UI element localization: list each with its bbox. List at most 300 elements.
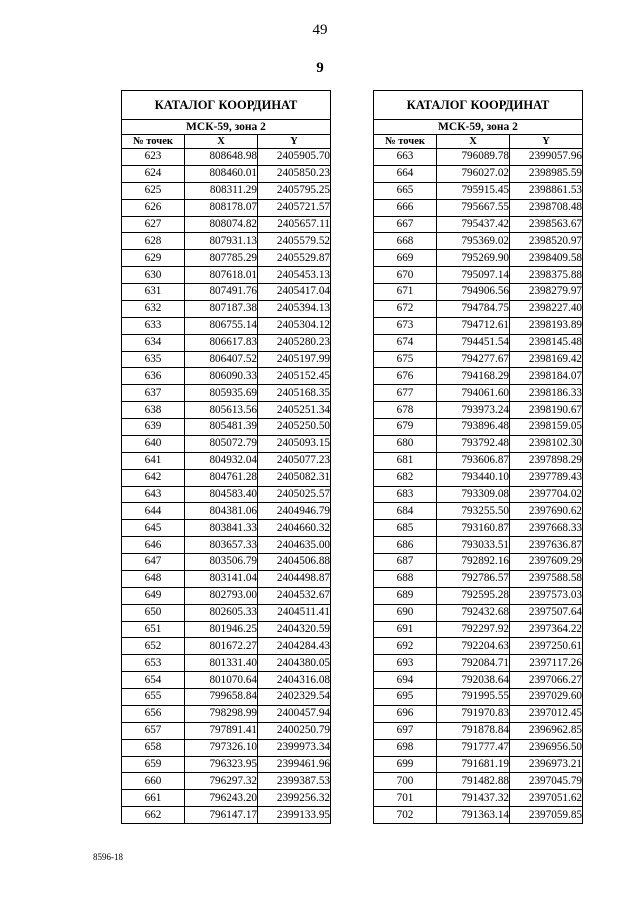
y-coordinate-cell: 2398159.05 (510, 419, 583, 436)
point-number-cell: 664 (374, 165, 437, 182)
table-row (374, 419, 583, 436)
x-coordinate-cell: 791363.14 (437, 807, 510, 824)
x-coordinate-cell: 808648.98 (185, 149, 258, 166)
x-coordinate-cell: 794451.54 (437, 334, 510, 351)
column-header-y: Y (258, 135, 331, 149)
y-coordinate-cell: 2397573.03 (510, 587, 583, 604)
x-coordinate-cell: 806755.14 (185, 317, 258, 334)
point-number-cell: 682 (374, 469, 437, 486)
point-number-cell: 700 (374, 773, 437, 790)
point-number-cell: 678 (374, 402, 437, 419)
table-row (374, 452, 583, 469)
table-row (374, 807, 583, 824)
y-coordinate-cell: 2398520.97 (510, 233, 583, 250)
point-number-cell: 680 (374, 435, 437, 452)
column-header-point-number: № точек (122, 135, 185, 149)
y-coordinate-cell: 2402329.54 (258, 689, 331, 706)
x-coordinate-cell: 805613.56 (185, 402, 258, 419)
table-row (374, 756, 583, 773)
point-number-cell: 630 (122, 267, 185, 284)
point-number-cell: 646 (122, 537, 185, 554)
table-row (374, 537, 583, 554)
y-coordinate-cell: 2399057.96 (510, 149, 583, 166)
x-coordinate-cell: 808311.29 (185, 182, 258, 199)
y-coordinate-cell: 2399387.53 (258, 773, 331, 790)
x-coordinate-cell: 792038.64 (437, 672, 510, 689)
x-coordinate-cell: 802605.33 (185, 604, 258, 621)
point-number-cell: 645 (122, 520, 185, 537)
point-number-cell: 662 (122, 807, 185, 824)
table-row (374, 469, 583, 486)
point-number-cell: 642 (122, 469, 185, 486)
point-number-cell: 694 (374, 672, 437, 689)
table-row (122, 773, 331, 790)
table-row (122, 284, 331, 301)
table-row (122, 267, 331, 284)
point-number-cell: 660 (122, 773, 185, 790)
x-coordinate-cell: 792786.57 (437, 570, 510, 587)
y-coordinate-cell: 2405905.70 (258, 149, 331, 166)
table-row (122, 587, 331, 604)
table-row (374, 739, 583, 756)
y-coordinate-cell: 2398985.59 (510, 165, 583, 182)
x-coordinate-cell: 792204.63 (437, 638, 510, 655)
table-row (374, 621, 583, 638)
table-row (122, 739, 331, 756)
y-coordinate-cell: 2396973.21 (510, 756, 583, 773)
x-coordinate-cell: 805481.39 (185, 419, 258, 436)
x-coordinate-cell: 801070.64 (185, 672, 258, 689)
point-number-cell: 658 (122, 739, 185, 756)
page-number: 49 (312, 22, 328, 38)
table-row (122, 570, 331, 587)
table-row (122, 503, 331, 520)
catalog-title: КАТАЛОГ КООРДИНАТ (122, 91, 331, 120)
point-number-cell: 699 (374, 756, 437, 773)
x-coordinate-cell: 795369.02 (437, 233, 510, 250)
point-number-cell: 697 (374, 722, 437, 739)
table-row (122, 621, 331, 638)
y-coordinate-cell: 2397364.22 (510, 621, 583, 638)
y-coordinate-cell: 2398409.58 (510, 250, 583, 267)
y-coordinate-cell: 2404635.00 (258, 537, 331, 554)
y-coordinate-cell: 2405579.52 (258, 233, 331, 250)
x-coordinate-cell: 792432.68 (437, 604, 510, 621)
point-number-cell: 692 (374, 638, 437, 655)
table-row (122, 469, 331, 486)
point-number-cell: 677 (374, 385, 437, 402)
point-number-cell: 663 (374, 149, 437, 166)
y-coordinate-cell: 2405721.57 (258, 199, 331, 216)
point-number-cell: 624 (122, 165, 185, 182)
x-coordinate-cell: 791970.83 (437, 705, 510, 722)
x-coordinate-cell: 791482.88 (437, 773, 510, 790)
table-row (374, 334, 583, 351)
x-coordinate-cell: 794906.56 (437, 284, 510, 301)
table-row (374, 300, 583, 317)
y-coordinate-cell: 2405394.13 (258, 300, 331, 317)
x-coordinate-cell: 801946.25 (185, 621, 258, 638)
x-coordinate-cell: 794712.61 (437, 317, 510, 334)
point-number-cell: 639 (122, 419, 185, 436)
y-coordinate-cell: 2398186.33 (510, 385, 583, 402)
point-number-cell: 698 (374, 739, 437, 756)
x-coordinate-cell: 793896.48 (437, 419, 510, 436)
x-coordinate-cell: 795269.90 (437, 250, 510, 267)
table-row (122, 486, 331, 503)
table-row (122, 604, 331, 621)
x-coordinate-cell: 807785.29 (185, 250, 258, 267)
table-row (374, 351, 583, 368)
table-row (122, 807, 331, 824)
y-coordinate-cell: 2405082.31 (258, 469, 331, 486)
table-row (374, 773, 583, 790)
table-body (122, 149, 331, 824)
x-coordinate-cell: 799658.84 (185, 689, 258, 706)
table-row (122, 419, 331, 436)
x-coordinate-cell: 807187.38 (185, 300, 258, 317)
point-number-cell: 673 (374, 317, 437, 334)
x-coordinate-cell: 806090.33 (185, 368, 258, 385)
column-header-y: Y (510, 135, 583, 149)
x-coordinate-cell: 791437.32 (437, 790, 510, 807)
y-coordinate-cell: 2405795.25 (258, 182, 331, 199)
x-coordinate-cell: 807491.76 (185, 284, 258, 301)
table-row (122, 655, 331, 672)
x-coordinate-cell: 793973.24 (437, 402, 510, 419)
y-coordinate-cell: 2405197.99 (258, 351, 331, 368)
table-row (374, 486, 583, 503)
point-number-cell: 647 (122, 554, 185, 571)
table-row (122, 182, 331, 199)
x-coordinate-cell: 802793.00 (185, 587, 258, 604)
y-coordinate-cell: 2405251.34 (258, 402, 331, 419)
point-number-cell: 666 (374, 199, 437, 216)
x-coordinate-cell: 793033.51 (437, 537, 510, 554)
x-coordinate-cell: 791995.55 (437, 689, 510, 706)
y-coordinate-cell: 2397898.29 (510, 452, 583, 469)
y-coordinate-cell: 2405250.50 (258, 419, 331, 436)
point-number-cell: 701 (374, 790, 437, 807)
table-row (122, 334, 331, 351)
point-number-cell: 648 (122, 570, 185, 587)
y-coordinate-cell: 2397704.02 (510, 486, 583, 503)
y-coordinate-cell: 2397636.87 (510, 537, 583, 554)
point-number-cell: 628 (122, 233, 185, 250)
x-coordinate-cell: 805072.79 (185, 435, 258, 452)
table-row (122, 520, 331, 537)
x-coordinate-cell: 792297.92 (437, 621, 510, 638)
table-row (374, 368, 583, 385)
table-row (122, 722, 331, 739)
table-row (374, 182, 583, 199)
table-row (374, 250, 583, 267)
point-number-cell: 632 (122, 300, 185, 317)
table-row (122, 537, 331, 554)
y-coordinate-cell: 2404532.67 (258, 587, 331, 604)
y-coordinate-cell: 2405657.11 (258, 216, 331, 233)
table-row (122, 790, 331, 807)
x-coordinate-cell: 804932.04 (185, 452, 258, 469)
point-number-cell: 668 (374, 233, 437, 250)
y-coordinate-cell: 2397668.33 (510, 520, 583, 537)
point-number-cell: 636 (122, 368, 185, 385)
x-coordinate-cell: 793606.87 (437, 452, 510, 469)
table-row (374, 165, 583, 182)
table-row (122, 216, 331, 233)
table-row (374, 435, 583, 452)
y-coordinate-cell: 2398169.42 (510, 351, 583, 368)
y-coordinate-cell: 2398102.30 (510, 435, 583, 452)
point-number-cell: 626 (122, 199, 185, 216)
x-coordinate-cell: 792084.71 (437, 655, 510, 672)
x-coordinate-cell: 793792.48 (437, 435, 510, 452)
point-number-cell: 623 (122, 149, 185, 166)
table-row (374, 216, 583, 233)
table-row (374, 689, 583, 706)
y-coordinate-cell: 2404316.08 (258, 672, 331, 689)
table-row (122, 199, 331, 216)
point-number-cell: 695 (374, 689, 437, 706)
table-row (122, 351, 331, 368)
point-number-cell: 655 (122, 689, 185, 706)
table-row (122, 638, 331, 655)
y-coordinate-cell: 2399461.96 (258, 756, 331, 773)
table-row (122, 149, 331, 166)
catalog-title: КАТАЛОГ КООРДИНАТ (374, 91, 583, 120)
y-coordinate-cell: 2397066.27 (510, 672, 583, 689)
table-row (374, 604, 583, 621)
point-number-cell: 683 (374, 486, 437, 503)
point-number-cell: 667 (374, 216, 437, 233)
y-coordinate-cell: 2396962.85 (510, 722, 583, 739)
point-number-cell: 637 (122, 385, 185, 402)
x-coordinate-cell: 795667.55 (437, 199, 510, 216)
table-row (122, 165, 331, 182)
y-coordinate-cell: 2398227.40 (510, 300, 583, 317)
y-coordinate-cell: 2398861.53 (510, 182, 583, 199)
x-coordinate-cell: 793255.50 (437, 503, 510, 520)
point-number-cell: 653 (122, 655, 185, 672)
point-number-cell: 693 (374, 655, 437, 672)
x-coordinate-cell: 797326.10 (185, 739, 258, 756)
coordinate-catalog-table-right (373, 90, 583, 824)
point-number-cell: 690 (374, 604, 437, 621)
table-row (374, 672, 583, 689)
y-coordinate-cell: 2405093.15 (258, 435, 331, 452)
y-coordinate-cell: 2404498.87 (258, 570, 331, 587)
y-coordinate-cell: 2404320.59 (258, 621, 331, 638)
point-number-cell: 652 (122, 638, 185, 655)
sheet-number: 9 (316, 60, 324, 76)
y-coordinate-cell: 2405280.23 (258, 334, 331, 351)
y-coordinate-cell: 2397029.60 (510, 689, 583, 706)
y-coordinate-cell: 2405417.04 (258, 284, 331, 301)
table-row (374, 722, 583, 739)
table-row (122, 705, 331, 722)
x-coordinate-cell: 796089.78 (437, 149, 510, 166)
point-number-cell: 654 (122, 672, 185, 689)
x-coordinate-cell: 796323.95 (185, 756, 258, 773)
point-number-cell: 651 (122, 621, 185, 638)
x-coordinate-cell: 801331.40 (185, 655, 258, 672)
table-row (374, 284, 583, 301)
point-number-cell: 634 (122, 334, 185, 351)
x-coordinate-cell: 791777.47 (437, 739, 510, 756)
x-coordinate-cell: 794061.60 (437, 385, 510, 402)
table-row (374, 267, 583, 284)
y-coordinate-cell: 2397507.64 (510, 604, 583, 621)
x-coordinate-cell: 792595.28 (437, 587, 510, 604)
point-number-cell: 702 (374, 807, 437, 824)
x-coordinate-cell: 801672.27 (185, 638, 258, 655)
x-coordinate-cell: 793440.10 (437, 469, 510, 486)
coordinate-system-label: МСК-59, зона 2 (374, 120, 583, 135)
point-number-cell: 661 (122, 790, 185, 807)
point-number-cell: 685 (374, 520, 437, 537)
x-coordinate-cell: 797891.41 (185, 722, 258, 739)
table-row (374, 149, 583, 166)
table-row (374, 385, 583, 402)
y-coordinate-cell: 2405453.13 (258, 267, 331, 284)
table-row (122, 385, 331, 402)
point-number-cell: 631 (122, 284, 185, 301)
table-row (122, 672, 331, 689)
point-number-cell: 669 (374, 250, 437, 267)
point-number-cell: 625 (122, 182, 185, 199)
x-coordinate-cell: 806407.52 (185, 351, 258, 368)
y-coordinate-cell: 2405152.45 (258, 368, 331, 385)
x-coordinate-cell: 808074.82 (185, 216, 258, 233)
y-coordinate-cell: 2404506.88 (258, 554, 331, 571)
point-number-cell: 657 (122, 722, 185, 739)
point-number-cell: 671 (374, 284, 437, 301)
y-coordinate-cell: 2398708.48 (510, 199, 583, 216)
y-coordinate-cell: 2405529.87 (258, 250, 331, 267)
x-coordinate-cell: 791878.84 (437, 722, 510, 739)
table-row (122, 233, 331, 250)
point-number-cell: 679 (374, 419, 437, 436)
y-coordinate-cell: 2405077.23 (258, 452, 331, 469)
table-row (374, 638, 583, 655)
table-row (374, 554, 583, 571)
x-coordinate-cell: 794784.75 (437, 300, 510, 317)
x-coordinate-cell: 808178.07 (185, 199, 258, 216)
point-number-cell: 687 (374, 554, 437, 571)
point-number-cell: 688 (374, 570, 437, 587)
point-number-cell: 689 (374, 587, 437, 604)
table-row (374, 233, 583, 250)
y-coordinate-cell: 2404380.05 (258, 655, 331, 672)
y-coordinate-cell: 2397051.62 (510, 790, 583, 807)
point-number-cell: 627 (122, 216, 185, 233)
y-coordinate-cell: 2400250.79 (258, 722, 331, 739)
table-row (122, 756, 331, 773)
point-number-cell: 640 (122, 435, 185, 452)
y-coordinate-cell: 2397045.79 (510, 773, 583, 790)
x-coordinate-cell: 807618.01 (185, 267, 258, 284)
point-number-cell: 674 (374, 334, 437, 351)
table-body (374, 149, 583, 824)
y-coordinate-cell: 2397117.26 (510, 655, 583, 672)
point-number-cell: 633 (122, 317, 185, 334)
coordinate-catalog-table-left (121, 90, 331, 824)
table-row (122, 300, 331, 317)
point-number-cell: 681 (374, 452, 437, 469)
x-coordinate-cell: 793160.87 (437, 520, 510, 537)
column-header-x: X (437, 135, 510, 149)
table-row (374, 705, 583, 722)
point-number-cell: 676 (374, 368, 437, 385)
point-number-cell: 644 (122, 503, 185, 520)
y-coordinate-cell: 2404660.32 (258, 520, 331, 537)
x-coordinate-cell: 804381.06 (185, 503, 258, 520)
y-coordinate-cell: 2399133.95 (258, 807, 331, 824)
y-coordinate-cell: 2398279.97 (510, 284, 583, 301)
y-coordinate-cell: 2398193.89 (510, 317, 583, 334)
y-coordinate-cell: 2397250.61 (510, 638, 583, 655)
y-coordinate-cell: 2399256.32 (258, 790, 331, 807)
point-number-cell: 672 (374, 300, 437, 317)
table-row (374, 570, 583, 587)
y-coordinate-cell: 2397059.85 (510, 807, 583, 824)
x-coordinate-cell: 794277.67 (437, 351, 510, 368)
table-row (122, 250, 331, 267)
column-header-x: X (185, 135, 258, 149)
point-number-cell: 665 (374, 182, 437, 199)
table-row (122, 435, 331, 452)
y-coordinate-cell: 2405025.57 (258, 486, 331, 503)
x-coordinate-cell: 796243.20 (185, 790, 258, 807)
x-coordinate-cell: 791681.19 (437, 756, 510, 773)
x-coordinate-cell: 796027.02 (437, 165, 510, 182)
y-coordinate-cell: 2398145.48 (510, 334, 583, 351)
table-row (374, 503, 583, 520)
x-coordinate-cell: 807931.13 (185, 233, 258, 250)
x-coordinate-cell: 795915.45 (437, 182, 510, 199)
x-coordinate-cell: 796147.17 (185, 807, 258, 824)
x-coordinate-cell: 803657.33 (185, 537, 258, 554)
x-coordinate-cell: 795437.42 (437, 216, 510, 233)
point-number-cell: 656 (122, 705, 185, 722)
y-coordinate-cell: 2397012.45 (510, 705, 583, 722)
point-number-cell: 650 (122, 604, 185, 621)
point-number-cell: 641 (122, 452, 185, 469)
x-coordinate-cell: 808460.01 (185, 165, 258, 182)
x-coordinate-cell: 805935.69 (185, 385, 258, 402)
point-number-cell: 638 (122, 402, 185, 419)
x-coordinate-cell: 796297.32 (185, 773, 258, 790)
y-coordinate-cell: 2405304.12 (258, 317, 331, 334)
table-row (122, 402, 331, 419)
x-coordinate-cell: 804761.28 (185, 469, 258, 486)
x-coordinate-cell: 795097.14 (437, 267, 510, 284)
table-row (374, 790, 583, 807)
y-coordinate-cell: 2398190.67 (510, 402, 583, 419)
y-coordinate-cell: 2397690.62 (510, 503, 583, 520)
table-row (122, 689, 331, 706)
point-number-cell: 649 (122, 587, 185, 604)
x-coordinate-cell: 794168.29 (437, 368, 510, 385)
table-row (122, 554, 331, 571)
table-row (122, 452, 331, 469)
point-number-cell: 635 (122, 351, 185, 368)
x-coordinate-cell: 803506.79 (185, 554, 258, 571)
y-coordinate-cell: 2397789.43 (510, 469, 583, 486)
table-row (374, 402, 583, 419)
x-coordinate-cell: 792892.16 (437, 554, 510, 571)
table-row (374, 520, 583, 537)
